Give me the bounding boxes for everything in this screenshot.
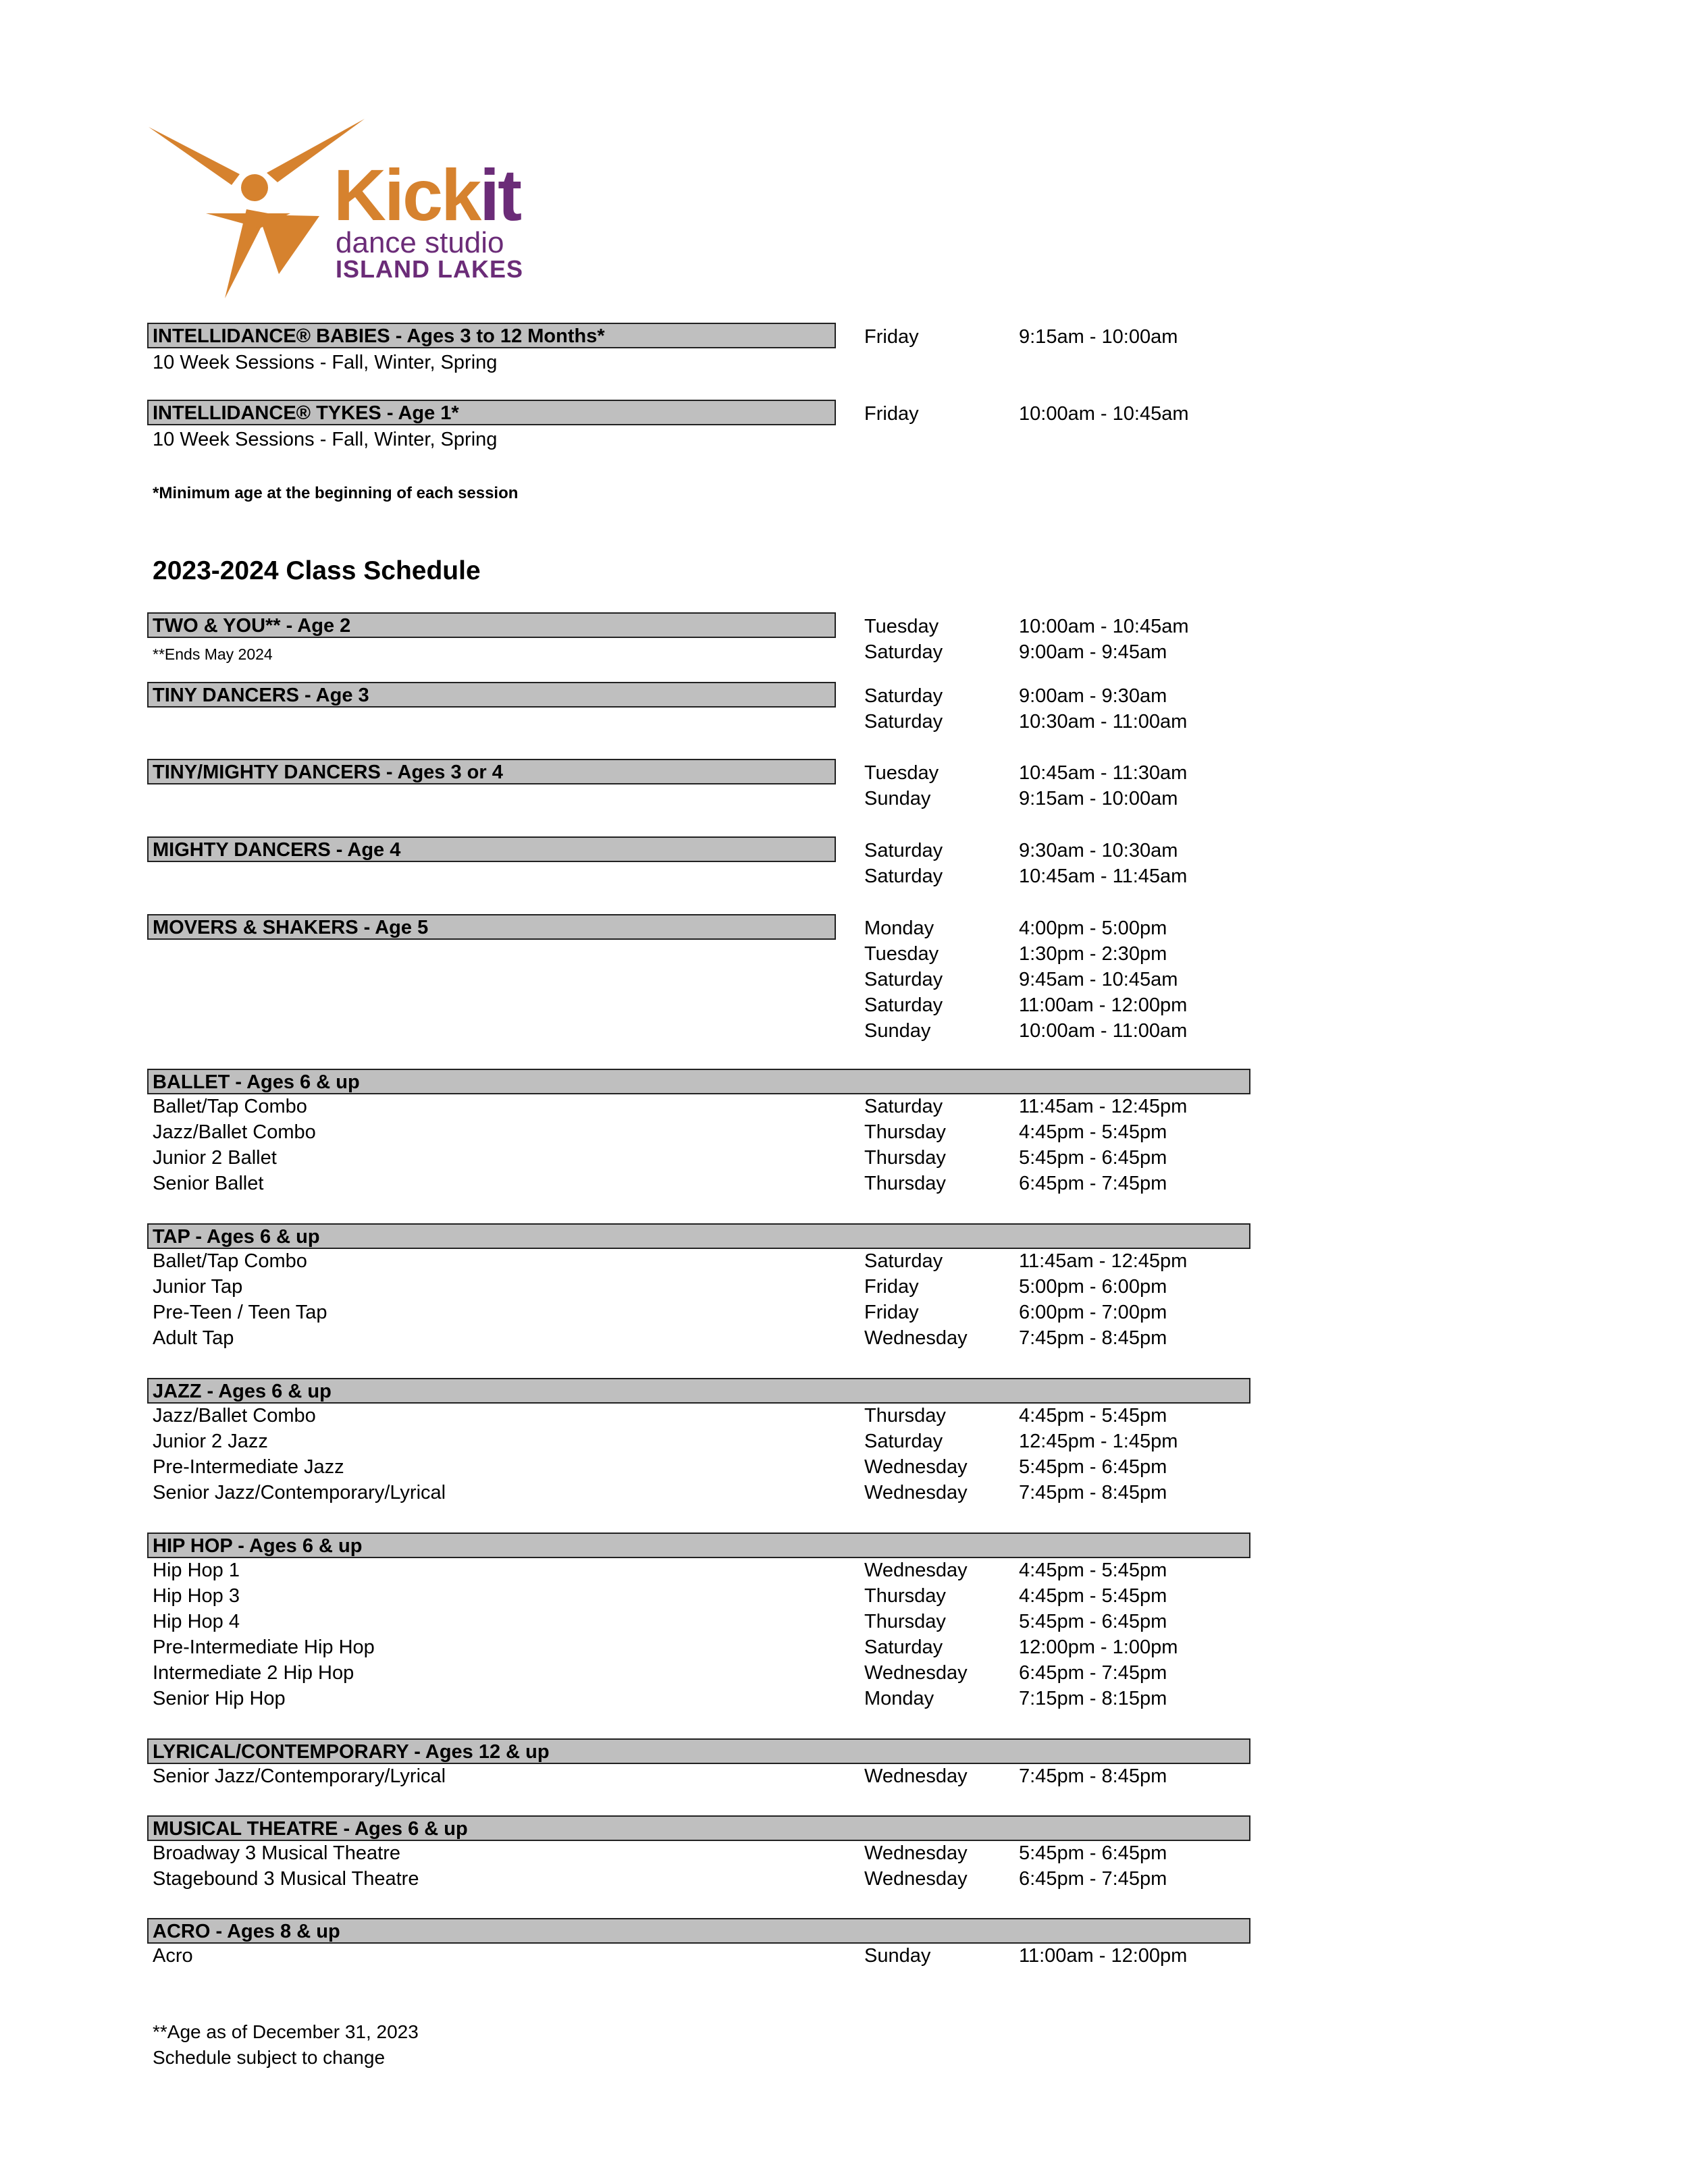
- class-day: Sunday: [864, 1020, 931, 1042]
- class-time: 10:00am - 10:45am: [1019, 403, 1189, 425]
- class-name: Junior 2 Jazz: [153, 1431, 268, 1452]
- class-time: 9:15am - 10:00am: [1019, 788, 1178, 809]
- class-name: Junior Tap: [153, 1276, 243, 1298]
- logo-location: ISLAND LAKES: [336, 255, 524, 283]
- section-header-ballet: BALLET - Ages 6 & up: [147, 1069, 1250, 1094]
- class-name: Senior Hip Hop: [153, 1688, 286, 1709]
- class-day: Saturday: [864, 1096, 943, 1117]
- logo-kick: Kick: [334, 154, 480, 236]
- class-day: Thursday: [864, 1405, 946, 1427]
- class-time: 9:30am - 10:30am: [1019, 840, 1178, 861]
- class-time: 11:00am - 12:00pm: [1019, 1945, 1188, 1967]
- class-time: 10:00am - 10:45am: [1019, 616, 1189, 637]
- section-header-acro: ACRO - Ages 8 & up: [147, 1918, 1250, 1944]
- class-time: 11:00am - 12:00pm: [1019, 994, 1188, 1016]
- class-time: 4:00pm - 5:00pm: [1019, 917, 1167, 939]
- logo-wordmark: [334, 154, 521, 236]
- class-day: Thursday: [864, 1147, 946, 1169]
- class-time: 9:15am - 10:00am: [1019, 326, 1178, 348]
- class-day: Saturday: [864, 1636, 943, 1658]
- class-name: Acro: [153, 1945, 193, 1967]
- class-day: Tuesday: [864, 943, 939, 965]
- class-time: 10:30am - 11:00am: [1019, 711, 1188, 733]
- section-header-tiny-dancers: TINY DANCERS - Age 3: [147, 682, 836, 708]
- class-name: Stagebound 3 Musical Theatre: [153, 1868, 419, 1890]
- class-name: Jazz/Ballet Combo: [153, 1405, 316, 1427]
- class-name: Hip Hop 3: [153, 1585, 240, 1607]
- class-name: Pre-Intermediate Hip Hop: [153, 1636, 375, 1658]
- class-name: Pre-Teen / Teen Tap: [153, 1302, 327, 1323]
- section-header-hip-hop: HIP HOP - Ages 6 & up: [147, 1533, 1250, 1558]
- class-day: Saturday: [864, 685, 943, 707]
- class-name: Ballet/Tap Combo: [153, 1096, 307, 1117]
- class-time: 11:45am - 12:45pm: [1019, 1096, 1188, 1117]
- class-time: 5:45pm - 6:45pm: [1019, 1456, 1167, 1478]
- session-info: 10 Week Sessions - Fall, Winter, Spring: [153, 429, 498, 450]
- class-name: Senior Ballet: [153, 1173, 264, 1194]
- section-header-musical-theatre: MUSICAL THEATRE - Ages 6 & up: [147, 1815, 1250, 1841]
- section-header-jazz: JAZZ - Ages 6 & up: [147, 1378, 1250, 1404]
- class-day: Thursday: [864, 1121, 946, 1143]
- class-time: 6:45pm - 7:45pm: [1019, 1868, 1167, 1890]
- class-day: Wednesday: [864, 1560, 968, 1581]
- class-day: Friday: [864, 1302, 919, 1323]
- section-header-babies: INTELLIDANCE® BABIES - Ages 3 to 12 Months*: [147, 323, 836, 348]
- class-day: Monday: [864, 1688, 934, 1709]
- class-name: Senior Jazz/Contemporary/Lyrical: [153, 1482, 446, 1503]
- class-day: Wednesday: [864, 1868, 968, 1890]
- class-time: 5:45pm - 6:45pm: [1019, 1842, 1167, 1864]
- section-header-two-and-you: TWO & YOU** - Age 2: [147, 612, 836, 638]
- class-time: 12:00pm - 1:00pm: [1019, 1636, 1178, 1658]
- class-name: Pre-Intermediate Jazz: [153, 1456, 344, 1478]
- class-day: Wednesday: [864, 1662, 968, 1684]
- class-day: Wednesday: [864, 1765, 968, 1787]
- class-day: Saturday: [864, 641, 943, 663]
- class-day: Friday: [864, 1276, 919, 1298]
- class-name: Intermediate 2 Hip Hop: [153, 1662, 354, 1684]
- class-time: 11:45am - 12:45pm: [1019, 1250, 1188, 1272]
- logo-subtitle: dance studio: [336, 226, 504, 259]
- class-day: Wednesday: [864, 1482, 968, 1503]
- class-name: Jazz/Ballet Combo: [153, 1121, 316, 1143]
- class-day: Saturday: [864, 994, 943, 1016]
- section-header-tykes: INTELLIDANCE® TYKES - Age 1*: [147, 400, 836, 425]
- footer-change-note: Schedule subject to change: [153, 2047, 386, 2068]
- class-time: 10:45am - 11:30am: [1019, 762, 1188, 784]
- class-time: 9:45am - 10:45am: [1019, 969, 1178, 990]
- min-age-note: *Minimum age at the beginning of each session: [153, 484, 519, 502]
- class-day: Saturday: [864, 1250, 943, 1272]
- class-day: Saturday: [864, 969, 943, 990]
- class-day: Saturday: [864, 1431, 943, 1452]
- class-day: Friday: [864, 326, 919, 348]
- class-time: 9:00am - 9:45am: [1019, 641, 1167, 663]
- class-day: Monday: [864, 917, 934, 939]
- class-time: 5:00pm - 6:00pm: [1019, 1276, 1167, 1298]
- class-time: 7:45pm - 8:45pm: [1019, 1765, 1167, 1787]
- class-day: Sunday: [864, 788, 931, 809]
- class-day: Saturday: [864, 711, 943, 733]
- class-time: 6:45pm - 7:45pm: [1019, 1662, 1167, 1684]
- section-header-mighty-dancers: MIGHTY DANCERS - Age 4: [147, 836, 836, 862]
- section-header-movers-shakers: MOVERS & SHAKERS - Age 5: [147, 914, 836, 940]
- class-name: Ballet/Tap Combo: [153, 1250, 307, 1272]
- class-name: Senior Jazz/Contemporary/Lyrical: [153, 1765, 446, 1787]
- class-time: 10:00am - 11:00am: [1019, 1020, 1188, 1042]
- footer-age-note: **Age as of December 31, 2023: [153, 2021, 419, 2042]
- class-time: 12:45pm - 1:45pm: [1019, 1431, 1178, 1452]
- class-time: 10:45am - 11:45am: [1019, 865, 1188, 887]
- class-time: 7:45pm - 8:45pm: [1019, 1327, 1167, 1349]
- class-name: Junior 2 Ballet: [153, 1147, 277, 1169]
- ends-note: **Ends May 2024: [153, 645, 273, 663]
- class-name: Hip Hop 4: [153, 1611, 240, 1632]
- class-time: 4:45pm - 5:45pm: [1019, 1405, 1167, 1427]
- class-time: 9:00am - 9:30am: [1019, 685, 1167, 707]
- class-day: Tuesday: [864, 616, 939, 637]
- class-time: 6:45pm - 7:45pm: [1019, 1173, 1167, 1194]
- logo-it: it: [479, 154, 521, 236]
- class-name: Hip Hop 1: [153, 1560, 240, 1581]
- class-day: Saturday: [864, 840, 943, 861]
- schedule-title: 2023-2024 Class Schedule: [153, 556, 481, 585]
- class-day: Thursday: [864, 1611, 946, 1632]
- class-day: Friday: [864, 403, 919, 425]
- class-time: 5:45pm - 6:45pm: [1019, 1147, 1167, 1169]
- class-name: Broadway 3 Musical Theatre: [153, 1842, 400, 1864]
- class-day: Wednesday: [864, 1456, 968, 1478]
- class-day: Tuesday: [864, 762, 939, 784]
- class-time: 1:30pm - 2:30pm: [1019, 943, 1167, 965]
- class-time: 7:45pm - 8:45pm: [1019, 1482, 1167, 1503]
- class-day: Wednesday: [864, 1842, 968, 1864]
- class-name: Adult Tap: [153, 1327, 234, 1349]
- class-day: Thursday: [864, 1173, 946, 1194]
- section-header-tiny-mighty: TINY/MIGHTY DANCERS - Ages 3 or 4: [147, 759, 836, 784]
- class-time: 4:45pm - 5:45pm: [1019, 1121, 1167, 1143]
- class-time: 4:45pm - 5:45pm: [1019, 1585, 1167, 1607]
- section-header-tap: TAP - Ages 6 & up: [147, 1223, 1250, 1249]
- class-time: 5:45pm - 6:45pm: [1019, 1611, 1167, 1632]
- class-time: 4:45pm - 5:45pm: [1019, 1560, 1167, 1581]
- session-info: 10 Week Sessions - Fall, Winter, Spring: [153, 352, 498, 373]
- class-day: Saturday: [864, 865, 943, 887]
- class-day: Wednesday: [864, 1327, 968, 1349]
- class-day: Thursday: [864, 1585, 946, 1607]
- class-time: 7:15pm - 8:15pm: [1019, 1688, 1167, 1709]
- class-day: Sunday: [864, 1945, 931, 1967]
- class-time: 6:00pm - 7:00pm: [1019, 1302, 1167, 1323]
- section-header-lyrical: LYRICAL/CONTEMPORARY - Ages 12 & up: [147, 1738, 1250, 1764]
